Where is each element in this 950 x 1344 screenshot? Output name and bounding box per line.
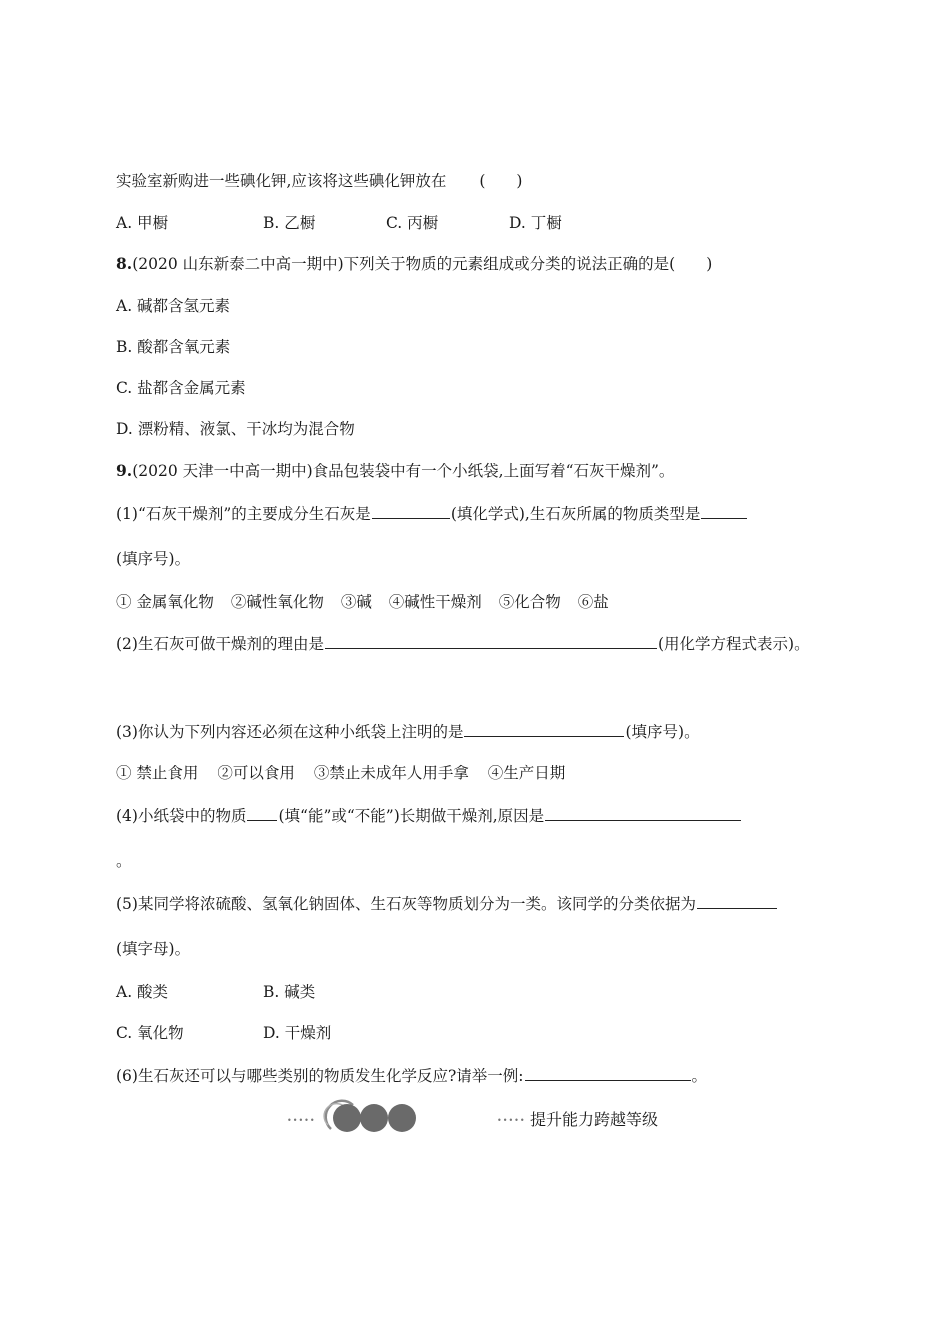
q9-p5-option-d: D. 干燥剂	[263, 1024, 332, 1042]
q9-part3-text-b: (填序号)。	[625, 723, 700, 741]
q9-part3-text-a: (3)你认为下列内容还必须在这种小纸袋上注明的是	[116, 723, 464, 741]
q9-part1-blank-formula[interactable]	[372, 502, 450, 519]
q9-part1	[116, 502, 748, 525]
q9-part1-text-b: (填化学式),生石灰所属的物质类型是	[450, 505, 701, 523]
q9-part1-text-c: (填序号)。	[116, 550, 191, 568]
q9-part2-text-a: (2)生石灰可做干燥剂的理由是	[116, 635, 324, 653]
q9-choice-4: ④碱性干燥剂	[388, 593, 482, 611]
q9-part2-blank[interactable]	[325, 632, 657, 649]
q9-number: 9.	[116, 461, 133, 480]
q8-option-b: B. 酸都含氧元素	[116, 338, 231, 356]
q9-part1-text-a: (1)“石灰干燥剂”的主要成分生石灰是	[116, 505, 371, 523]
q9-part3	[116, 720, 700, 743]
q9-part4-blank-reason[interactable]	[545, 804, 741, 821]
q9-stem	[116, 460, 674, 482]
banner-circle-1	[333, 1104, 361, 1132]
q9-p5-option-c: C. 氧化物	[116, 1024, 184, 1042]
q9-p3-choice-1: ① 禁止食用	[116, 764, 199, 782]
q7-option-d: D. 丁橱	[509, 214, 562, 232]
q7-option-b: B. 乙橱	[263, 214, 316, 232]
q7-option-c: C. 丙橱	[386, 214, 439, 232]
q9-part5-text-a: (5)某同学将浓硫酸、氢氧化钠固体、生石灰等物质划分为一类。该同学的分类依据为	[116, 895, 696, 913]
q7-stem-text: 实验室新购进一些碘化钾,应该将这些碘化钾放在	[116, 172, 447, 190]
q9-part5	[116, 892, 778, 915]
q9-p3-choice-2: ②可以食用	[217, 764, 295, 782]
q9-part5-text-b: (填字母)。	[116, 940, 191, 958]
q8-number: 8.	[116, 254, 133, 273]
q8-option-d: D. 漂粉精、液氯、干冰均为混合物	[116, 420, 355, 438]
q9-part2-text-b: (用化学方程式表示)。	[657, 635, 810, 653]
q7-option-a: A. 甲橱	[116, 214, 169, 232]
q8-stem-text: (2020 山东新泰二中高一期中)下列关于物质的元素组成或分类的说法正确的是( )	[132, 255, 713, 273]
q9-p3-choice-4: ④生产日期	[487, 764, 566, 782]
q9-part4-blank-can[interactable]	[247, 804, 277, 821]
banner-circle-3	[388, 1104, 416, 1132]
q9-part6	[116, 1064, 707, 1087]
q9-stem-text: (2020 天津一中高一期中)食品包装袋中有一个小纸袋,上面写着“石灰干燥剂”。	[132, 462, 675, 480]
q9-part6-text-a: (6)生石灰还可以与哪些类别的物质发生化学反应?请举一例:	[116, 1067, 524, 1085]
q7-answer-paren: ( )	[479, 172, 523, 190]
q9-choice-6: ⑥盐	[577, 593, 609, 611]
q9-choice-3: ③碱	[340, 593, 372, 611]
q9-part5-blank[interactable]	[697, 892, 777, 909]
q9-part3-choices	[116, 762, 565, 784]
q9-part4-text-b: (填“能”或“不能”)长期做干燥剂,原因是	[278, 807, 545, 825]
q8-option-c: C. 盐都含金属元素	[116, 379, 246, 397]
q9-choice-5: ⑤化合物	[498, 593, 561, 611]
q9-part6-text-b: 。	[691, 1067, 708, 1085]
banner-title: 提升能力跨越等级	[530, 1110, 659, 1129]
q9-part1-blank-type[interactable]	[701, 502, 747, 519]
q8-option-a: A. 碱都含氢元素	[116, 297, 231, 315]
q9-p5-option-b: B. 碱类	[263, 983, 316, 1001]
q7-stem	[116, 170, 522, 192]
q9-part6-blank[interactable]	[525, 1064, 691, 1081]
banner-dots-left: •••••	[287, 1116, 316, 1125]
q9-part4-text-a: (4)小纸袋中的物质	[116, 807, 247, 825]
banner-dots-right: •••••	[497, 1116, 526, 1125]
q9-choice-1: ① 金属氧化物	[116, 593, 214, 611]
q9-part2	[116, 632, 810, 655]
q8-stem	[116, 253, 712, 275]
q9-choice-2: ②碱性氧化物	[230, 593, 324, 611]
q9-part4	[116, 804, 742, 827]
q9-p3-choice-3: ③禁止未成年人用手拿	[313, 764, 469, 782]
q9-part4-text-c: 。	[116, 852, 132, 870]
q9-part1-choices	[116, 591, 609, 613]
banner-circle-2	[360, 1104, 388, 1132]
q9-part3-blank[interactable]	[464, 720, 624, 737]
q9-p5-option-a: A. 酸类	[116, 983, 169, 1001]
